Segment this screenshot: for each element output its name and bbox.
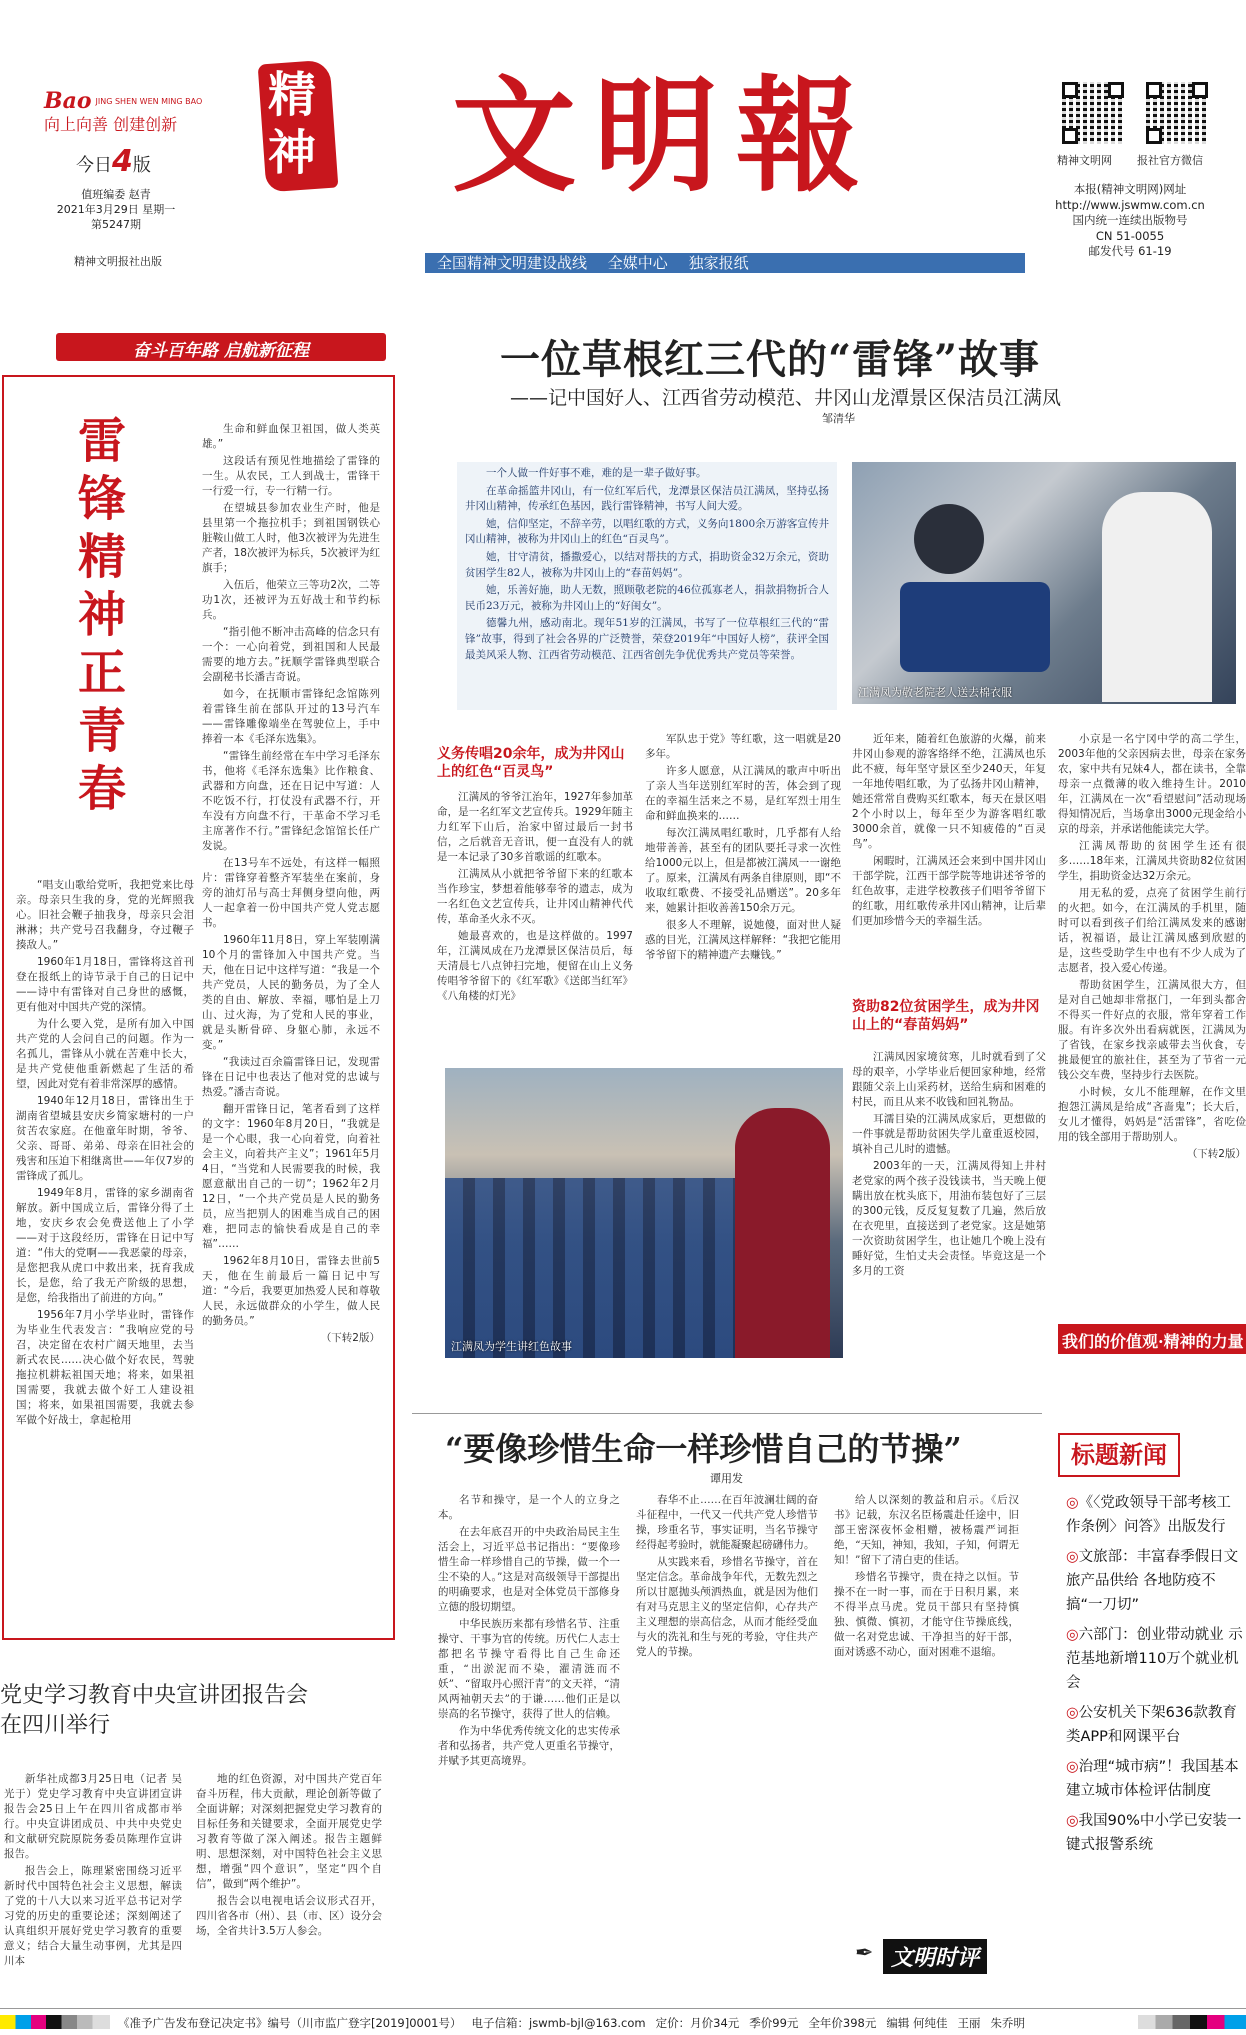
- paragraph: 帮助贫困学生，江满凤很大方，但是对自己她却非常抠门，一年到头都舍不得买一件好点的衣服，常年穿着工作服。有许多次外出看病就医，江满凤为了省钱，在家乡找亲戚带去当伙食，专挑最便宜的旅社住，甚至为了节省一元钱公交车费，坚持步行去医院。: [1058, 979, 1246, 1081]
- paragraph: 1960年11月8日，穿上军装刚满10个月的雷锋加入中国共产党。当天，他在日记中这样写道：“我是一个共产党员，人民的勤务员，为了全人类的自由、解放、幸福，哪怕是上刀山、过火海，为了党和人民的事业，就是头断骨碎、身躯心肺，永远不变。”: [202, 934, 380, 1051]
- headline-item[interactable]: [1066, 1623, 1244, 1695]
- title-char-jing: 精: [268, 67, 317, 123]
- headline-item-text: 公安机关下架636款教育类APP和网课平台: [1066, 1705, 1237, 1745]
- paragraph: 1956年7月小学毕业时，雷锋作为毕业生代表发言：“我响应党的号召，决定留在农村广阔天地里，去当新式农民……决心做个好农民，驾驶拖拉机耕耘祖国天地；将来，如果祖国需要，我就去做个好工人建设祖国；将来，如果祖国需要，我就去参军做个好战士，拿起枪用: [16, 1309, 194, 1426]
- intro-text: [465, 466, 829, 706]
- section-divider-commentary: [412, 1413, 1042, 1414]
- commentary-col-3: [834, 1493, 1019, 1913]
- pages-suffix: 版: [132, 155, 151, 176]
- paragraph: 中华民族历来都有珍惜名节、注重操守、干事为官的传统。历代仁人志士都把名节操守看得比自己生命还重，“出淤泥而不染，濯清涟而不妖”、“留取丹心照汗青”的文天祥，“清风两袖朝天去”的于谦……他们正是以崇高的名节操守，获得了世人的信赖。: [438, 1618, 620, 1720]
- headline-item-text: 文旅部：丰富春季假日文旅产品供给 各地防疫不搞“一刀切”: [1066, 1549, 1239, 1613]
- continue-note: （下转2版）: [1186, 1148, 1246, 1160]
- today-prefix: 今日: [76, 155, 112, 176]
- paragraph: 许多人愿意，从江满凤的歌声中听出了亲人当年送别红军时的苦，体会到了现在的幸福生活来之不易，是红军烈士用生命和鲜血换来的……: [645, 765, 841, 822]
- paragraph: “雷锋生前经常在车中学习毛泽东书，他将《毛泽东选集》比作粮食、武器和方向盘，还在日记中写道：人不吃饭不行，打仗没有武器不行，开车没有方向盘不行，干革命不学习毛主席著作不行。”雷锋纪念馆馆长任广发说。: [202, 750, 380, 852]
- intro-box: [457, 462, 837, 710]
- footer-item: 季价99元: [749, 2016, 799, 2030]
- paragraph: 作为中华优秀传统文化的忠实传承者和弘扬者，共产党人更重名节操守，并赋予其更高境界。: [438, 1725, 620, 1767]
- bullet-icon: ◎: [1066, 1759, 1079, 1775]
- site-info: [1050, 182, 1210, 260]
- photo-speaker: [735, 1108, 830, 1358]
- main-headline: 一位草根红三代的“雷锋”故事: [500, 336, 1041, 383]
- feature-col-1: [16, 878, 194, 1623]
- footer-item: 《准予广告发布登记决定书》编号（川市监广登字[2019]0001号）: [118, 2016, 462, 2030]
- footer-item: 王丽: [957, 2016, 981, 2030]
- paragraph: 为什么要入党，是所有加入中国共产党的人会问自己的问题。作为一名孤儿，雷锋从小就在苦难中长大，是共产党使他重新燃起了生活的希望，因此对党有着非常深厚的感情。: [16, 1018, 194, 1090]
- paragraph: 在革命摇篮井冈山，有一位红军后代，龙潭景区保洁员江满凤，坚持弘扬井冈山精神，传承红色基因，践行雷锋精神，书写人间大爱。: [465, 484, 829, 513]
- nav-bar: [425, 253, 1025, 273]
- headlines-title: 标题新闻: [1071, 1440, 1167, 1469]
- color-registration-bar: [0, 2015, 110, 2029]
- paragraph: 给人以深刻的教益和启示。《后汉书》记载，东汉名臣杨震赴任途中，旧部王密深夜怀金相赠，被杨震严词拒绝，“天知，神知，我知，子知，何谓无知！”留下了清白吏的佳话。: [834, 1494, 1019, 1566]
- headlines-list: [1066, 1491, 1244, 1863]
- footer-item: 编辑 何纯佳: [886, 2016, 948, 2030]
- footer: [0, 2008, 1246, 2035]
- headline-item-text: 我国90%中小学已安装一键式报警系统: [1066, 1813, 1242, 1853]
- masthead: [0, 0, 1246, 270]
- nav-item-front[interactable]: 全国精神文明建设战线: [437, 254, 588, 272]
- footer-item: 朱乔明: [990, 2016, 1026, 2030]
- paragraph: “唱支山歌给党听，我把党来比母亲。母亲只生我的身，党的光辉照我心。旧社会鞭子抽我身，母亲只会泪淋淋；共产党号召我翻身，夺过鞭子揍敌人。”: [16, 879, 194, 951]
- bottom-headline-line2: 在四川举行: [0, 1713, 111, 1738]
- paragraph: 近年来，随着红色旅游的火爆，前来井冈山参观的游客络绎不绝，江满凤也乐此不疲，每年坚守景区至少240天，年复一年地传唱红歌，为了弘扬井冈山精神，她还常常自费购买红歌本，每天在景区唱2个小时以上，每年至少为游客唱红歌3000余首，就像一只不知疲倦的“百灵鸟”。: [852, 733, 1046, 850]
- commentary-badge-text: 文明时评: [883, 1939, 987, 1974]
- headline-item[interactable]: [1066, 1755, 1244, 1803]
- values-bar-text: 我们的价值观·精神的力量: [1062, 1332, 1244, 1351]
- site-line-5: 邮发代号 61-19: [1088, 244, 1172, 258]
- paragraph: 生命和鲜血保卫祖国，做人类英雄。”: [202, 423, 380, 450]
- photo1-caption: 江满凤为敬老院老人送去棉衣服: [858, 686, 1012, 699]
- site-url[interactable]: http://www.jswmw.com.cn: [1055, 197, 1205, 212]
- commentary-badge: [855, 1935, 995, 1975]
- qr-code-website[interactable]: [1062, 82, 1124, 144]
- paragraph: 她，信仰坚定，不辞辛劳，以唱红歌的方式，义务向1800余万游客宣传井冈山精神，被称为井冈山上的红色“百灵鸟”。: [465, 517, 829, 546]
- main-author: 邹清华: [822, 412, 855, 425]
- footer-item: 全年价398元: [808, 2016, 877, 2030]
- brand-pinyin: JING SHEN WEN MING BAO: [95, 96, 203, 106]
- headline-item[interactable]: [1066, 1545, 1244, 1617]
- paragraph: 从实践来看，珍惜名节操守，首在坚定信念。革命战争年代，无数先烈之所以甘愿抛头颅洒热血，就是因为他们有对马克思主义的坚定信仰，心存共产主义理想的崇高信念，从而才能经受血与火的洗礼和生与死的考验，守住共产党人的节操。: [636, 1556, 818, 1658]
- bottom-headline: [0, 1681, 308, 1741]
- title-char-shen: 神: [268, 125, 317, 181]
- banner-text: 奋斗百年路 启航新征程: [133, 341, 309, 361]
- paragraph: 小京是一名宁冈中学的高二学生，2003年他的父亲因病去世，母亲在家务农，家中共有兄妹4人，都在读书，全靠母亲一点微薄的收入维持生计。2010年，江满凤在一次“看望慰问”活动现场得知情况后，当场拿出3000元现金给小京的母亲，并承诺他能读完大学。: [1058, 733, 1246, 835]
- paragraph: 用无私的爱，点亮了贫困学生前行的火把。如今，在江满凤的手机里，随时可以看到孩子们给江满凤发来的感谢话，祝福语，最让江满凤感到欣慰的是，这些受助学生中也有不少人成为了志愿者，投入爱心传递。: [1058, 887, 1246, 974]
- story-col-c: [852, 732, 1046, 990]
- headline-item[interactable]: [1066, 1809, 1244, 1857]
- paragraph: 春华不止……在百年波澜壮阔的奋斗征程中，一代又一代共产党人珍惜节操，珍重名节，事实证明，当名节操守经得起考验时，就能凝聚起磅礴伟力。: [636, 1494, 818, 1551]
- sponsor: 精神文明报社出版: [74, 255, 162, 268]
- slogan: 向上向善 创建创新: [44, 115, 178, 134]
- date-line: 2021年3月29日 星期一: [56, 203, 176, 216]
- photo-students: [445, 1068, 843, 1358]
- paragraph: 报告会以电视电话会议形式召开，四川省各市（州）、县（市、区）设分会场，全省共计3.5万人参会。: [196, 1895, 382, 1937]
- paragraph: 在13号车不远处，有这样一幅照片：雷锋穿着整齐军装坐在案前，身旁的油灯吊与高士拜侧身望向他，两人一起拿着一份中国共产党人党志愿书。: [202, 857, 380, 929]
- footer-text: [118, 2015, 1068, 2031]
- paragraph: 珍惜名节操守，贵在持之以恒。节操不在一时一事，而在于日积月累，来不得半点马虎。党员干部只有坚持慎独、慎微、慎初，才能守住节操底线，做一名对党忠诚、干净担当的好干部，面对诱惑不动心，面对困难不退缩。: [834, 1571, 1019, 1658]
- headlines-box: [1058, 1433, 1246, 1973]
- paragraph: 如今，在抚顺市雷锋纪念馆陈列着雷锋生前在部队开过的13号汽车——雷锋雕像端坐在驾驶位上，手中捧着一本《毛泽东选集》。: [202, 688, 380, 745]
- paragraph: “我读过百余篇雷锋日记，发现雷锋在日记中也表达了他对党的忠诚与热爱。”潘吉奇说。: [202, 1056, 380, 1098]
- commentary-col-2: [636, 1493, 818, 1973]
- story-col-d: [852, 1050, 1046, 1362]
- paragraph: 1962年8月10日，雷锋去世前5天，他在生前最后一篇日记中写道：“今后，我要更加热爱人民和尊敬人民，永远做群众的小学生，做人民的勤务员。”: [202, 1255, 380, 1327]
- paragraph: 翻开雷锋日记，笔者看到了这样的文字：1960年8月20日，“我就是是一个心眼，我一心向着党，向着社会主义，向着共产主义”；1961年5月4日，“当党和人民需要我的时候，我愿意献出自己的一切”；1962年2月12日，“一个共产党员是人民的勤务员，应当把别人的困难当成自己的困难，把同志的愉快看成是自己的幸福”……: [202, 1103, 380, 1250]
- paragraph: 新华社成都3月25日电（记者 吴光于）党史学习教育中央宣讲团宣讲报告会25日上午在四川省成都市举行。中央宣讲团成员、中共中央党史和文献研究院原院务委员陈理作宣讲报告。: [4, 1773, 182, 1860]
- photo-figure-old-woman: [914, 504, 984, 574]
- bullet-icon: ◎: [1066, 1549, 1079, 1565]
- bottom-col-2: [196, 1772, 382, 1998]
- paragraph: 耳濡目染的江满凤成家后，更想做的一件事就是帮助贫困失学儿童重返校园，填补自己儿时的遗憾。: [852, 1113, 1046, 1155]
- bullet-icon: ◎: [1066, 1495, 1079, 1511]
- paragraph: 小时候，女儿不能理解，在作文里抱怨江满凤是给成“吝啬鬼”；长大后，女儿才懂得，妈妈是“活雷锋”，省吃俭用的钱全部用于帮助别人。: [1058, 1086, 1246, 1143]
- commentary-author: 谭用发: [710, 1472, 743, 1485]
- feature-title: 雷锋精神正青春: [78, 413, 127, 817]
- paragraph: 江满凤的爷爷江治年，1927年参加革命，是一名红军文艺宣传兵。1929年随主力红军下山后，治家中留过最后一封书信，之后就音无音讯，便一直没有人的就是一本记录了30多首歌谣的红歌本。: [437, 791, 633, 863]
- site-line-1: 本报(精神文明网)网址: [1073, 182, 1187, 196]
- photo-figure-man: [1102, 492, 1212, 702]
- paragraph: 1940年12月18日，雷锋出生于湖南省望城县安庆乡简家塘村的一户贫苦农家庭。在他童年时期，爷爷、父亲、哥哥、弟弟、母亲在旧社会的残害和压迫下相继离世——年仅7岁的雷锋成了孤儿。: [16, 1095, 194, 1182]
- paragraph: 她最喜欢的，也是这样做的。1997年，江满凤成在乃龙潭景区保洁员后，每天清晨七八点钟扫完地，便留在山上义务传唱爷爷留下的《红军歌》《送郎当红军》《八角楼的灯光》: [437, 930, 633, 1002]
- photo-crowd: [445, 1178, 745, 1358]
- paragraph: 她，乐善好施，助人无数，照顾敬老院的46位孤寡老人，捐款捐物折合人民币23万元，被称为井冈山上的“好闺女”。: [465, 584, 829, 612]
- title-char-ming: 明: [594, 64, 737, 209]
- subhead-students: 资助82位贫困学生，成为井冈山上的“春苗妈妈”: [852, 999, 1040, 1033]
- qr-code-wechat[interactable]: [1146, 82, 1208, 144]
- main-subtitle: ——记中国好人、江西省劳动模范、井冈山龙潭景区保洁员江满凤: [510, 387, 1062, 409]
- headline-item[interactable]: [1066, 1491, 1244, 1539]
- edition-info: [56, 187, 176, 232]
- title-char-wen: 文: [452, 64, 595, 209]
- paragraph: 军队忠于党》等红歌，这一唱就是20多年。: [645, 733, 841, 760]
- brand-logo: [44, 88, 202, 114]
- commentary-col-1: [438, 1493, 620, 1973]
- paragraph: “指引他不断冲击高峰的信念只有一个：一心向着党，到祖国和人民最需要的地方去。”抚顺学雷锋典型联合会副秘书长潘吉奇说。: [202, 626, 380, 683]
- banner: [56, 333, 386, 361]
- photo2-caption: 江满凤为学生讲红色故事: [451, 1340, 572, 1353]
- commentary-headline: “要像珍惜生命一样珍惜自己的节操”: [445, 1430, 962, 1468]
- paragraph: 闲暇时，江满凤还会来到中国井冈山干部学院，江西干部学院等地讲述爷爷的红色故事，走进学校教孩子们唱爷爷留下的红歌，用红歌传承井冈山精神，让后辈们更加珍惜今天的幸福生活。: [852, 855, 1046, 927]
- paragraph: 很多人不理解，说她傻，面对世人疑惑的目光，江满凤这样解释：“我把它能用爷爷留下的精神遗产去赚钱。”: [645, 919, 841, 961]
- paragraph: 1960年1月18日，雷锋将这首刊登在报纸上的诗节录于自己的日记中——诗中有雷锋对自己身世的感慨，更有他对中国共产党的深情。: [16, 956, 194, 1013]
- paragraph: 一个人做一件好事不难，难的是一辈子做好事。: [486, 467, 707, 479]
- title-char-bao: 報: [736, 64, 879, 209]
- editor-line: 值班编委 赵青: [81, 188, 151, 201]
- story-col-a: [437, 790, 633, 1060]
- qr-label-website: 精神文明网: [1057, 154, 1112, 167]
- feature-col-2: [202, 422, 380, 1622]
- pages-count: 4: [112, 144, 133, 179]
- story-col-b: [645, 732, 841, 1062]
- headline-item-text: 六部门：创业带动就业 示范基地新增110万个就业机会: [1066, 1627, 1243, 1691]
- paragraph: 这段话有预见性地描绘了雷锋的一生。从农民，工人到战士，雷锋干一行爱一行，专一行精一行。: [202, 455, 380, 497]
- title-small-chars: [268, 66, 316, 182]
- nav-item-exclusive[interactable]: 独家报纸: [688, 254, 749, 272]
- paragraph: 江满凤因家境贫寒，儿时就看到了父母的艰辛，小学毕业后便回家种地，经常跟随父亲上山采药材，送给生病和困难的村民，而且从来不收钱和回礼物品。: [852, 1051, 1046, 1108]
- headline-item-text: 治理“城市病”！我国基本建立城市体检评估制度: [1066, 1759, 1239, 1799]
- photo-figure-quilt: [900, 582, 1050, 672]
- values-bar: [1058, 1324, 1246, 1354]
- issue-line: 第5247期: [91, 218, 141, 231]
- bullet-icon: ◎: [1066, 1813, 1079, 1829]
- site-line-4: CN 51-0055: [1095, 228, 1165, 243]
- paragraph: 江满凤从小就把爷爷留下来的红歌本当作珍宝，梦想着能够奉爷的遗志，成为一名红色文艺宣传兵，让井冈山精神代代传，革命圣火永不灭。: [437, 868, 633, 925]
- title-big-chars: [452, 64, 879, 209]
- photo-elderly-gift: [852, 462, 1236, 704]
- paragraph: 每次江满凤唱红歌时，几乎都有人给地带善善，甚至有的团队要托寻求一次性给1000元以上，但是都被江满凤一一谢绝了。原来，江满凤有两条自律原则，即“不收取红歌费、不接受礼品赠送”。20多年来，她累计拒收善善150余万元。: [645, 827, 841, 914]
- bullet-icon: ◎: [1066, 1627, 1079, 1643]
- bottom-headline-line1: 党史学习教育中央宣讲团报告会: [0, 1683, 309, 1708]
- footer-item: 电子信箱：jswmb-bjl@163.com: [471, 2016, 646, 2030]
- paragraph: 她，甘守清贫，播撒爱心，以结对帮扶的方式，捐助资金32万余元，资助贫困学生82人，被称为井冈山上的“春苗妈妈”。: [465, 550, 829, 579]
- paragraph: 名节和操守，是一个人的立身之本。: [438, 1494, 620, 1521]
- right-column-text: [1058, 732, 1246, 1320]
- subhead-singing: 义务传唱20余年，成为井冈山上的红色“百灵鸟”: [437, 746, 625, 780]
- bottom-col-1: [4, 1772, 182, 1998]
- bullet-icon: ◎: [1066, 1705, 1079, 1721]
- today-pages: [76, 144, 151, 179]
- paragraph: 报告会上，陈理紧密围绕习近平新时代中国特色社会主义思想，解读了党的十八大以来习近平总书记对学习党的历史的重要论述；深刻阐述了认真组织开展好党史学习教育的重要意义；结合大量生动事例，尤其是四川本: [4, 1865, 182, 1967]
- nav-item-media[interactable]: 全媒中心: [607, 254, 668, 272]
- qr-label-wechat: 报社官方微信: [1137, 154, 1203, 167]
- site-line-3: 国内统一连续出版物号: [1072, 213, 1188, 227]
- paragraph: 德馨九州，感动南北。现年51岁的江满凤，书写了一位草根红三代的“雷锋”故事，得到了社会各界的广泛赞誉，荣登2019年“中国好人榜”，获评全国最美风采人物、江西省劳动模范、江西省创先争优优秀共产党员等荣誉。: [465, 617, 829, 661]
- paragraph: 1949年8月，雷锋的家乡湖南省解放。新中国成立后，雷锋分得了土地，安庆乡农会免费送他上了小学——对于这段经历，雷锋在日记中写道：“伟大的党啊——我恶蒙的母亲，是您把我从虎口中救出来，抚育我成长，是您，给了我无产阶级的思想，是您，给我指出了前进的方向。”: [16, 1187, 194, 1304]
- continue-note: （下转2版）: [320, 1332, 380, 1344]
- brand-logo-mark: Bao: [44, 88, 92, 114]
- headline-item-text: 《〈党政领导干部考核工作条例〉问答》出版发行: [1066, 1495, 1231, 1535]
- headlines-title-wrap: [1058, 1433, 1180, 1477]
- headline-item[interactable]: [1066, 1701, 1244, 1749]
- footer-item: 定价：月价34元: [655, 2016, 740, 2030]
- paragraph: 入伍后，他荣立三等功2次，二等功1次，还被评为五好战士和节约标兵。: [202, 579, 380, 621]
- paragraph: 地的红色资源，对中国共产党百年奋斗历程，伟大贡献，理论创新等做了全面讲解；对深刻把握党史学习教育的目标任务和关键要求，全面开展党史学习教育等做了深入阐述。报告主题鲜明、思想深刻，对中国特色社会主义思想，增强“四个意识”，坚定“四个自信”，做到“两个维护”。: [196, 1773, 382, 1890]
- paragraph: 在望城县参加农业生产时，他是县里第一个拖拉机手；到祖国钢铁心脏鞍山做工人时，他3次被评为先进生产者，18次被评为标兵，5次被评为红旗手；: [202, 502, 380, 574]
- paragraph: 2003年的一天，江满凤得知上井村老党家的两个孩子没钱读书，当天晚上便瞒出放在枕头底下，用油布装包好了三层的300元钱，反反复复数了几遍，然后放在衣兜里，直接送到了老党家。这是她第一次资助贫困学生，也让她几个晚上没有睡好觉，生怕丈夫会责怪。毕竟这是一个多月的工资: [852, 1160, 1046, 1277]
- color-registration-bar-right: [1138, 2015, 1246, 2029]
- paragraph: 江满凤帮助的贫困学生还有很多……18年来，江满凤共资助82位贫困学生，捐助资金达32万余元。: [1058, 840, 1246, 882]
- pen-icon: ✒: [855, 1941, 874, 1966]
- paragraph: 在去年底召开的中央政治局民主生活会上，习近平总书记指出：“要像珍惜生命一样珍惜自己的节操，做一个一尘不染的人。”这是对高级领导干部提出的明确要求，也是对全体党员干部修身立德的殷切期望。: [438, 1526, 620, 1613]
